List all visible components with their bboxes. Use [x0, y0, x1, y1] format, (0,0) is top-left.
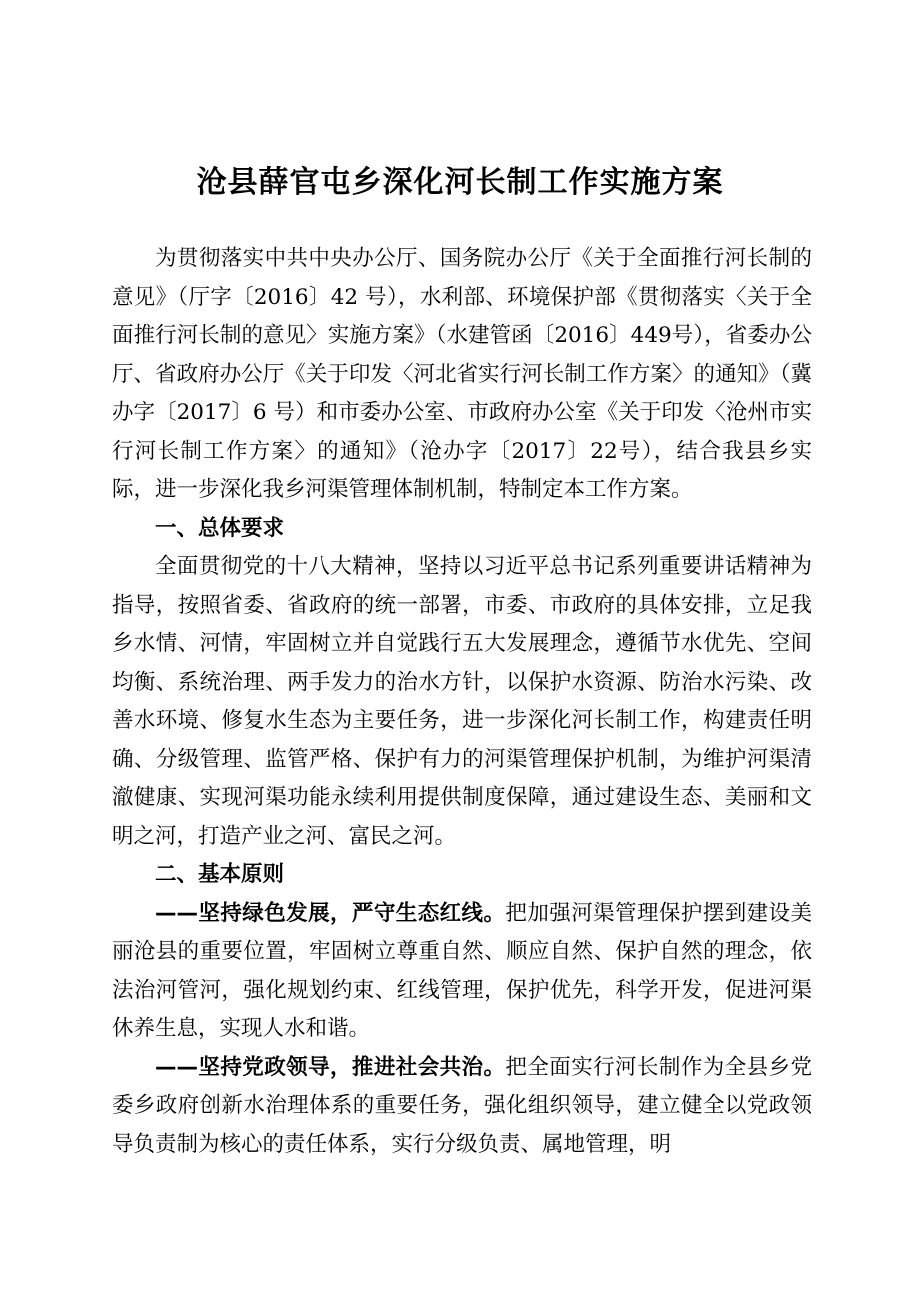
document-body — [112, 240, 812, 1164]
principle-lead: ——坚持绿色发展，严守生态红线。 — [155, 900, 506, 926]
principle-text: 把加强河渠管理保护摆到建设美丽沧县的重要位置，牢固树立尊重自然、顺应自然、保护自然的理念，依法治河管河，强化规划约束、红线管理，保护优先，科学开发，促进河渠休养生息，实现人水和谐。 — [112, 900, 812, 1041]
principle-paragraph-party-leadership — [112, 1049, 812, 1165]
intro-paragraph: 为贯彻落实中共中央办公厅、国务院办公厅《关于全面推行河长制的意见》（厅字〔2016〕42 号），水利部、环境保护部《贯彻落实〈关于全面推行河长制的意见〉实施方案》（水建管函〔2016〕449号），省委办公厅、省政府办公厅《关于印发〈河北省实行河长制工作方案〉的通知》（冀办字〔2017〕6 号）和市委办公室、市政府办公室《关于印发〈沧州市实行河长制工作方案〉的通知》（沧办字〔2017〕22号），结合我县乡实际，进一步深化我乡河渠管理体制机制，特制定本工作方案。 — [112, 246, 812, 502]
principle-text: 把全面实行河长制作为全县乡党委乡政府创新水治理体系的重要任务，强化组织领导，建立健全以党政领导负责制为核心的责任体系，实行分级负责、属地管理，明 — [112, 1054, 812, 1157]
principle-paragraph-green-development — [112, 895, 812, 1049]
section-heading-basic-principles: 二、基本原则 — [155, 862, 285, 887]
document-title: 沧县薛官屯乡深化河长制工作实施方案 — [196, 165, 724, 200]
general-requirements-paragraph: 全面贯彻党的十八大精神，坚持以习近平总书记系列重要讲话精神为指导，按照省委、省政府的统一部署，市委、市政府的具体安排，立足我乡水情、河情，牢固树立并自觉践行五大发展理念，遵循节水优先、空间均衡、系统治理、两手发力的治水方针，以保护水资源、防治水污染、改善水环境、修复水生态为主要任务，进一步深化河长制工作，构建责任明确、分级管理、监管严格、保护有力的河渠管理保护机制，为维护河渠清澈健康、实现河渠功能永续利用提供制度保障，通过建设生态、美丽和文明之河，打造产业之河、富民之河。 — [112, 554, 812, 849]
section-heading-general-requirements: 一、总体要求 — [155, 515, 285, 541]
principle-lead: ——坚持党政领导，推进社会共治。 — [155, 1054, 506, 1080]
